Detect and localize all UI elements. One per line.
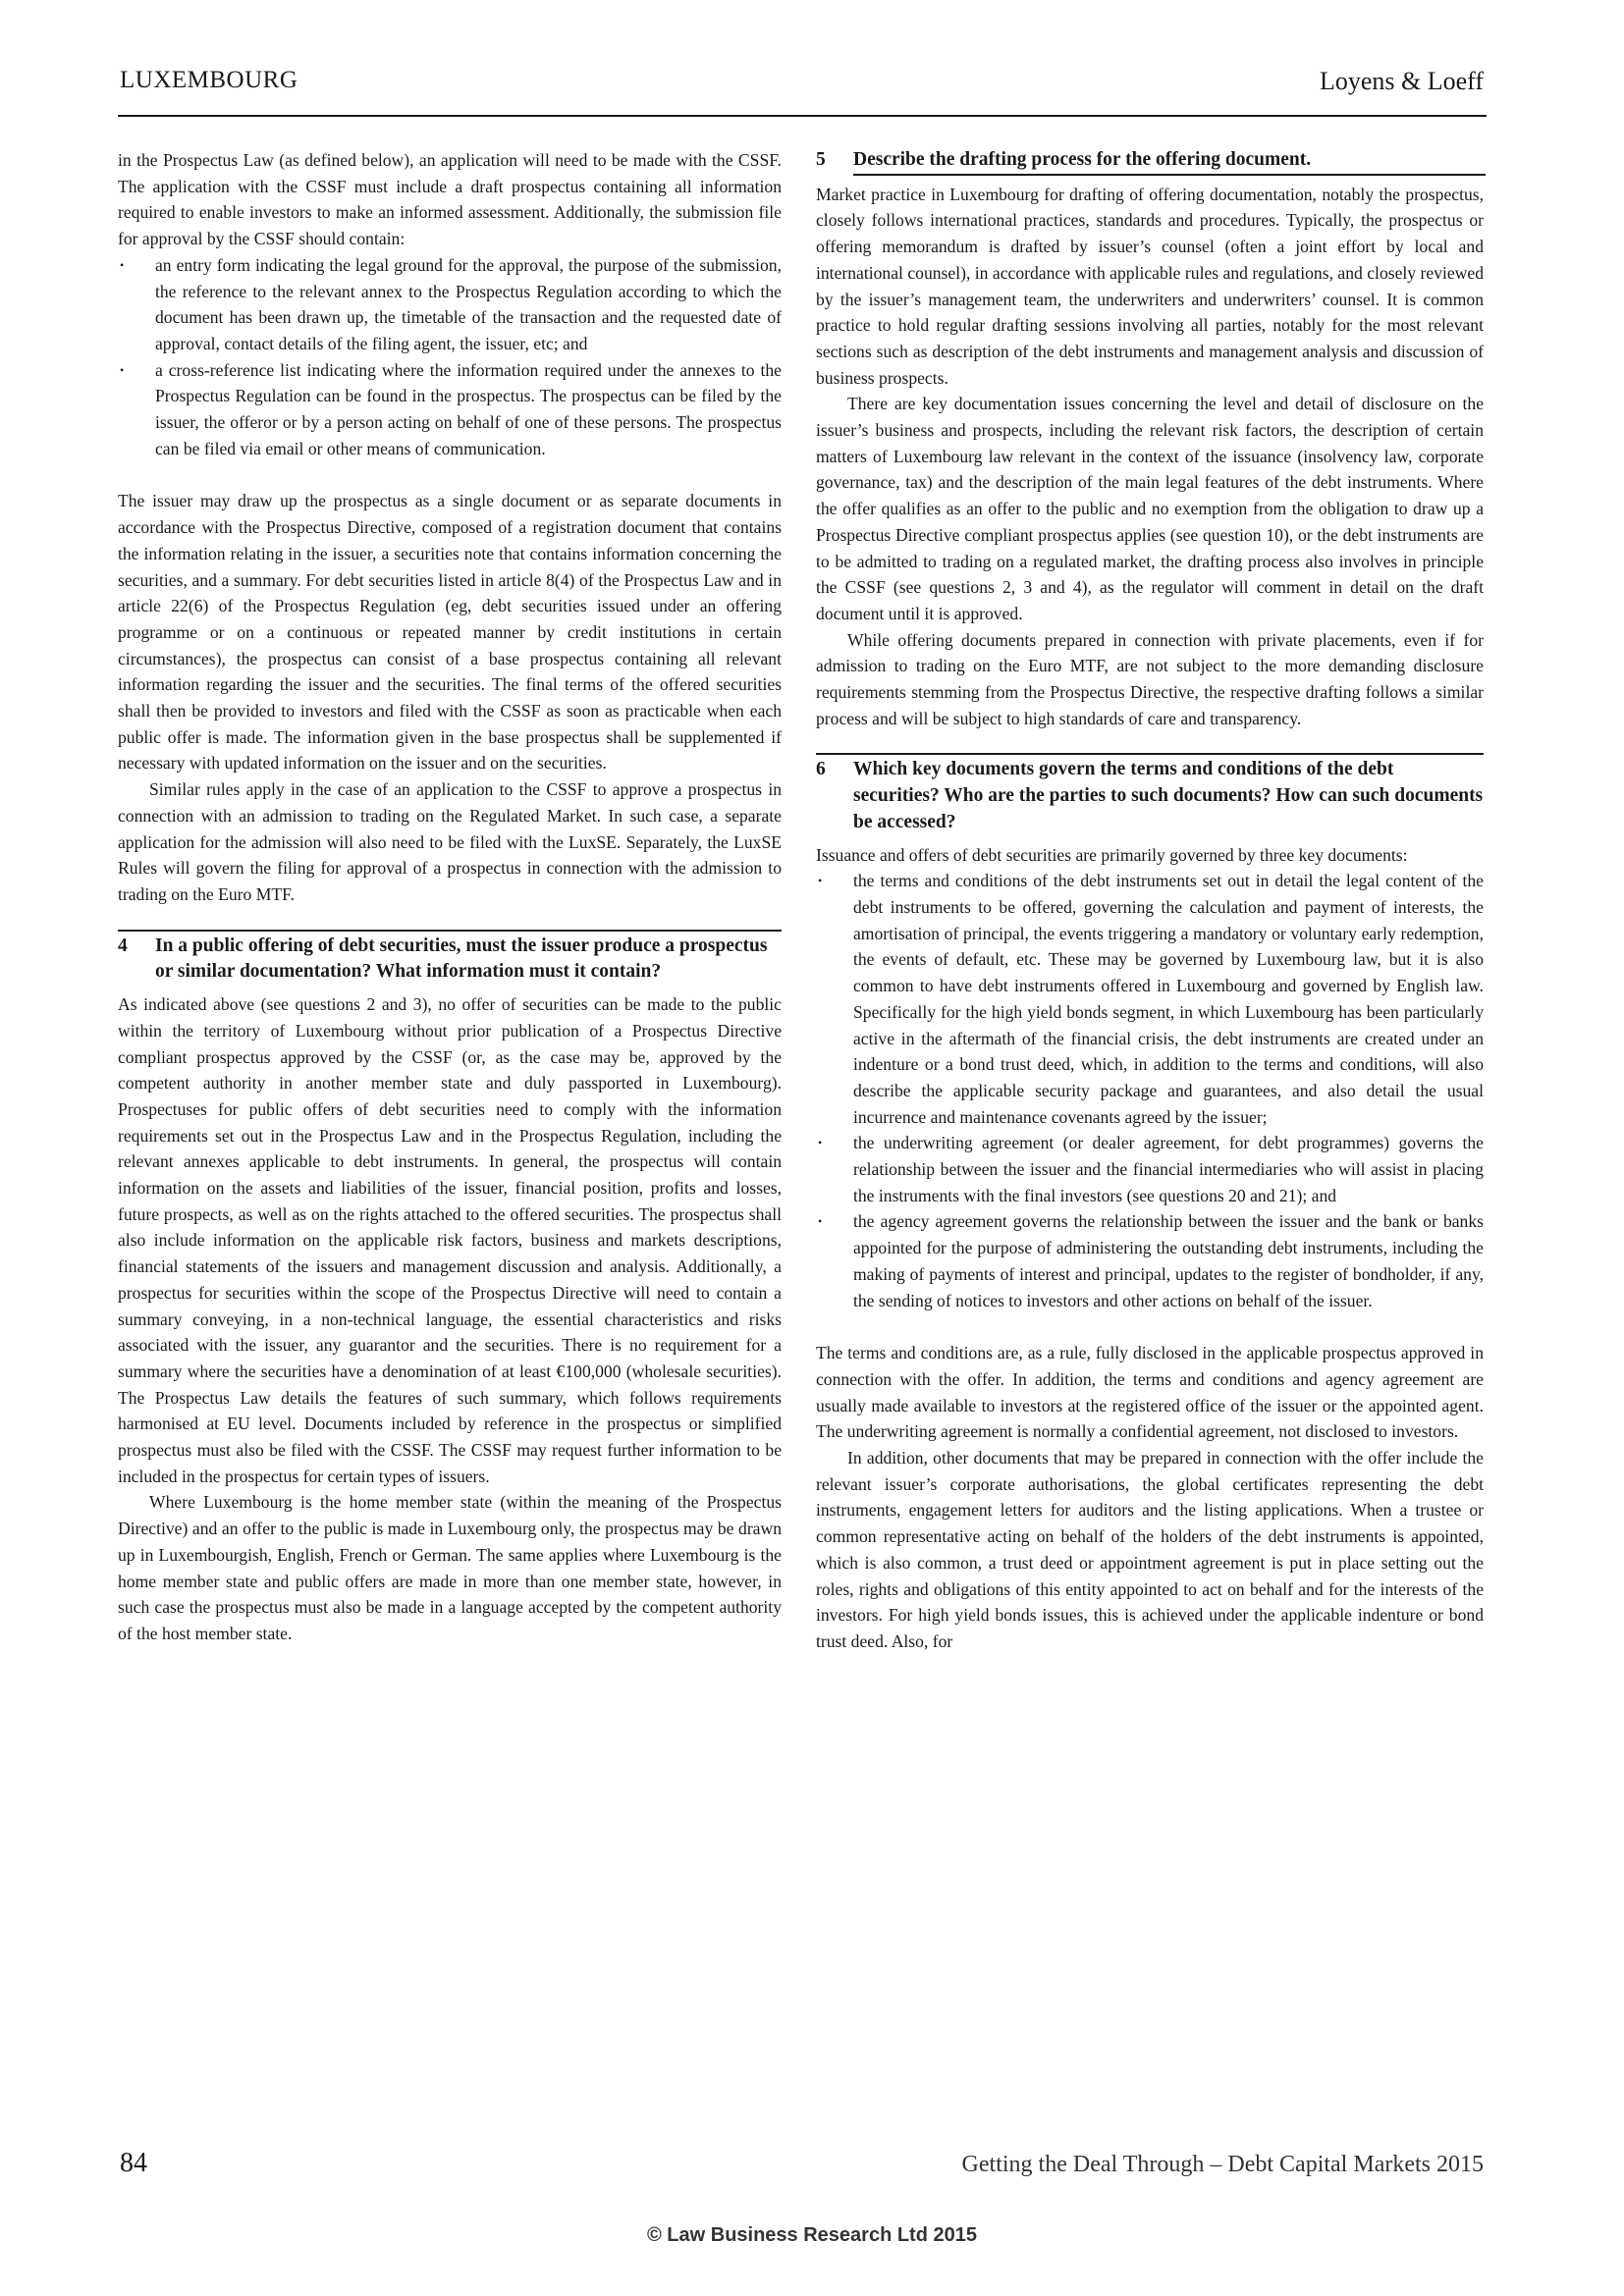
list-item: • a cross-reference list indicating where the information required under the annexes to the Prospectus Regulation can be found in the prospectus. The prospectus can be filed by the issuer, the offeror or by a person acting on behalf of one of these persons. The prospectus can be filed via email or other means of communication. [155, 357, 782, 462]
paragraph: The terms and conditions are, as a rule, fully disclosed in the applicable prospectus approved in connection with the offer. In addition, the terms and conditions and agency agreement are usually made available to investors at the registered office of the issuer or the appointed agent. The underwriting agreement is normally a confidential agreement, not disclosed to investors. [816, 1343, 1484, 1442]
question-text: Describe the drafting process for the offering document. [853, 147, 1486, 176]
header-firm: Loyens & Loeff [1319, 67, 1484, 95]
right-column [816, 147, 1484, 1655]
question-heading-6 [816, 753, 1484, 835]
paragraph: in the Prospectus Law (as defined below), an application will need to be made with the CSSF. The application with the CSSF must include a draft prospectus containing all information required to enable investors to make an informed assessment. Additionally, the submission file for approval by the CSSF should contain: [118, 150, 782, 249]
paragraph: There are key documentation issues concerning the level and detail of disclosure on the issuer’s business and prospects, including the relevant risk factors, the description of certain matters of Luxembourg law relevant in the context of the issuance (insolvency law, corporate governance, tax) and the description of the main legal features of the debt instruments. Where the offer qualifies as an offer to the public and no exemption from the obligation to draw up a Prospectus Directive compliant prospectus applies (see question 10), or the debt instruments are to be admitted to trading on a regulated market, the drafting process also involves in principle the CSSF (see questions 2, 3 and 4), as the regulator will comment in detail on the draft document until it is approved. [816, 394, 1484, 623]
question-text: Which key documents govern the terms and conditions of the debt securities? Who are the parties to such documents? How can such documents be accessed? [853, 759, 1484, 832]
bullet-list [816, 868, 1484, 1313]
header-country: LUXEMBOURG [120, 67, 298, 93]
question-number: 4 [118, 934, 128, 956]
list-item: • an entry form indicating the legal ground for the approval, the purpose of the submission, the reference to the relevant annex to the Prospectus Regulation according to which the document has been drawn up, the timetable of the transaction and the requested date of approval, contact details of the filing agent, the issuer, etc; and [155, 252, 782, 357]
question-number: 5 [816, 149, 826, 170]
left-column [118, 147, 782, 1647]
question-text: In a public offering of debt securities, must the issuer produce a prospectus or similar documentation? What information must it contain? [155, 934, 768, 983]
paragraph: As indicated above (see questions 2 and 3), no offer of securities can be made to the public within the territory of Luxembourg without prior publication of a Prospectus Directive compliant prospectus approved by the CSSF (or, as the case may be, approved by the competent authority in another member state and duly passported in Luxembourg). Prospectuses for public offers of debt securities need to comply with the information requirements set out in the Prospectus Law and in the Prospectus Regulation, including the relevant annexes applicable to debt instruments. In general, the prospectus will contain information on the assets and liabilities of the issuer, financial position, profits and losses, future prospects, as well as on the rights attached to the offered securities. The prospectus shall also include information on the applicable risk factors, business and markets descriptions, financial statements of the issuers and management discussion and analysis. Additionally, a prospectus for securities within the scope of the Prospectus Directive will need to contain a summary conveying, in a non-technical language, the essential characteristics and risks associated with the issuer, any guarantor and the securities. There is no requirement for a summary where the securities have a denomination of at least €100,000 (wholesale securities). The Prospectus Law details the features of such summary, which follows requirements harmonised at EU level. Documents included by reference in the prospectus or simplified prospectus must also be filed with the CSSF. The CSSF may request further information to be included in the prospectus for certain types of issuers. [118, 994, 782, 1486]
paragraph: Where Luxembourg is the home member state (within the meaning of the Prospectus Directive) and an offer to the public is made in Luxembourg only, the prospectus may be drawn up in Luxembourgish, English, French or German. The same applies where Luxembourg is the home member state and public offers are made in more than one member state, however, in such case the prospectus must also be made in a language accepted by the competent authority of the host member state. [118, 1492, 782, 1643]
list-item: • the terms and conditions of the debt instruments set out in detail the legal content of the debt instruments to be offered, governing the calculation and payment of interests, the amortisation of principal, the events triggering a mandatory or voluntary early redemption, the events of default, etc. These may be governed by Luxembourg law, but it is also common to have debt instruments offered in Luxembourg and governed by English law. Specifically for the high yield bonds segment, in which Luxembourg has been particularly active in the aftermath of the financial crisis, the debt instruments are created under an indenture or a bond trust deed, which, in addition to the terms and conditions, will also describe the applicable security package and guarantees, and also detail the usual incurrence and maintenance covenants agreed by the issuer; [853, 868, 1484, 1130]
header-rule [118, 115, 1487, 117]
question-heading-5 [816, 147, 1484, 176]
copyright-notice: © Law Business Research Ltd 2015 [647, 2224, 977, 2246]
list-item: • the agency agreement governs the relationship between the issuer and the bank or banks appointed for the purpose of administering the outstanding debt instruments, including the making of payments of interest and principal, updates to the register of bondholder, if any, the sending of notices to investors and other actions on behalf of the issuer. [853, 1208, 1484, 1313]
question-heading-4 [118, 930, 782, 986]
question-number: 6 [816, 759, 826, 780]
publication-title: Getting the Deal Through – Debt Capital Markets 2015 [961, 2152, 1484, 2177]
paragraph: In addition, other documents that may be prepared in connection with the offer include the relevant issuer’s corporate authorisations, the global certificates representing the debt instruments, engagement letters for auditors and the listing applications. When a trustee or common representative acting on behalf of the holders of the debt instruments is appointed, which is also common, a trust deed or appointment agreement is put in place setting out the roles, rights and obligations of this entity appointed to act on behalf and for the interests of the investors. For high yield bonds issues, this is achieved under the applicable indenture or bond trust deed. Also, for [816, 1448, 1484, 1651]
paragraph: Issuance and offers of debt securities are primarily governed by three key documents: [816, 844, 1408, 865]
page-number: 84 [120, 2148, 147, 2178]
paragraph: Market practice in Luxembourg for drafting of offering documentation, notably the prospectus, closely follows international practices, standards and procedures. Typically, the prospectus or offering memorandum is drafted by issuer’s counsel (often a joint effort by local and international counsel), in accordance with applicable rules and regulations, and closely reviewed by the issuer’s management team, the underwriters and underwriters’ counsel. It is common practice to hold regular drafting sessions involving all parties, notably for the most relevant sections such as description of the debt instruments and management analysis and discussion of business prospects. [816, 184, 1484, 388]
list-item: • the underwriting agreement (or dealer agreement, for debt programmes) governs the relationship between the issuer and the financial intermediaries who will assist in placing the instruments with the final investors (see questions 20 and 21); and [853, 1130, 1484, 1208]
paragraph: The issuer may draw up the prospectus as a single document or as separate documents in accordance with the Prospectus Directive, composed of a registration document that contains the information relating in the issuer, a securities note that contains information concerning the securities, and a summary. For debt securities listed in article 8(4) of the Prospectus Law and in article 22(6) of the Prospectus Regulation (eg, debt securities issued under an offering programme or on a continuous or repeated manner by credit institutions in certain circumstances), the prospectus can consist of a base prospectus containing all relevant information regarding the issuer and the securities. The final terms of the offered securities shall then be provided to investors and filed with the CSSF as soon as practicable when each public offer is made. The information given in the base prospectus shall be supplemented if necessary with updated information on the issuer and on the securities. [118, 491, 782, 774]
bullet-list [118, 252, 782, 462]
paragraph: While offering documents prepared in connection with private placements, even if for admission to trading on the Euro MTF, are not subject to the more demanding disclosure requirements stemming from the Prospectus Directive, the respective drafting follows a similar process and will be subject to high standards of care and transparency. [816, 629, 1484, 728]
paragraph: Similar rules apply in the case of an application to the CSSF to approve a prospectus in connection with an admission to trading on the Regulated Market. In such case, a separate application for the admission will also need to be filed with the LuxSE. Separately, the LuxSE Rules will govern the filing for approval of a prospectus in connection with the admission to trading on the Euro MTF. [118, 779, 782, 904]
